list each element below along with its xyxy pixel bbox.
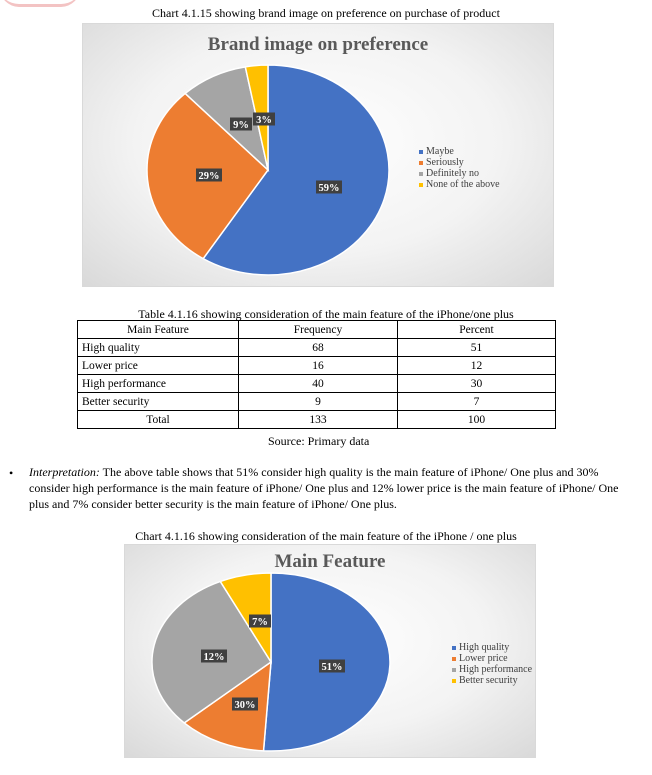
chart1-legend-swatch-3	[419, 183, 423, 187]
table-caption: Table 4.1.16 showing consideration of the main feature of the iPhone/one plus	[138, 307, 514, 321]
main-feature-table	[77, 320, 556, 429]
chart1-data-label-2	[230, 118, 252, 132]
cell-frequency: 40	[239, 375, 398, 393]
chart2-legend-item-0	[452, 642, 532, 653]
svg-text:9%: 9%	[233, 120, 249, 131]
chart2-legend-swatch-1	[452, 657, 456, 661]
cell-percent: 12	[398, 357, 556, 375]
chart1-legend-label-2: Definitely no	[426, 168, 480, 179]
chart2-caption: Chart 4.1.16 showing consideration of the main feature of the iPhone / one plus	[135, 529, 517, 543]
header-percent: Percent	[398, 321, 556, 339]
chart1-title: Brand image on preference	[207, 34, 429, 55]
svg-text:30%: 30%	[234, 700, 256, 711]
header-main-feature: Main Feature	[78, 321, 239, 339]
chart1-legend-label-3: None of the above	[426, 179, 500, 190]
cell-total-frequency: 133	[239, 411, 398, 429]
chart2-data-label-1	[201, 650, 227, 664]
chart1-legend-swatch-1	[419, 161, 423, 165]
svg-text:12%: 12%	[203, 652, 225, 663]
cell-percent: 30	[398, 375, 556, 393]
chart1-caption: Chart 4.1.15 showing brand image on preference on purchase of product	[152, 6, 500, 20]
main-feature-chart	[124, 544, 536, 758]
chart1-legend-swatch-2	[419, 172, 423, 176]
chart2-legend	[452, 642, 532, 686]
svg-text:7%: 7%	[252, 617, 268, 628]
chart2-legend-swatch-3	[452, 679, 456, 683]
chart1-legend	[419, 146, 500, 190]
chart2-legend-item-1	[452, 653, 532, 664]
chart2-data-label-2	[232, 698, 258, 712]
svg-text:59%: 59%	[318, 183, 340, 194]
chart2-legend-swatch-2	[452, 668, 456, 672]
chart1-legend-label-0: Maybe	[426, 146, 454, 157]
chart2-legend-label-3: Better security	[459, 675, 518, 686]
cell-feature: Better security	[78, 393, 239, 411]
bullet-marker: •	[9, 466, 14, 480]
chart1-legend-item-1	[419, 157, 500, 168]
cell-total-percent: 100	[398, 411, 556, 429]
table-row	[78, 375, 556, 393]
chart2-legend-item-3	[452, 675, 532, 686]
chart2-data-label-3	[249, 615, 271, 629]
cell-feature: High quality	[78, 339, 239, 357]
chart2-title: Main Feature	[274, 551, 386, 572]
chart1-legend-label-1: Seriously	[426, 157, 464, 168]
chart1-legend-item-3	[419, 179, 500, 190]
svg-text:51%: 51%	[321, 662, 343, 673]
cell-percent: 51	[398, 339, 556, 357]
interpretation-label: Interpretation:	[29, 465, 100, 479]
chart2-legend-label-2: High performance	[459, 664, 533, 675]
interpretation-paragraph	[29, 464, 634, 512]
cell-feature: Lower price	[78, 357, 239, 375]
cell-total-label: Total	[78, 411, 239, 429]
chart2-legend-swatch-0	[452, 646, 456, 650]
chart2-legend-item-2	[452, 664, 532, 675]
chart2-legend-label-0: High quality	[459, 642, 510, 653]
interpretation-text: The above table shows that 51% consider high quality is the main feature of iPhone/ One plus and 30% consider high performance is the main feature of iPhone/ One plus and 12% lower price is the main feature of iPhone/ One plus and 7% consider better security is the main feature of iPhone/ One plus.	[29, 465, 619, 511]
svg-text:3%: 3%	[256, 115, 272, 126]
table-row	[78, 357, 556, 375]
chart1-legend-item-2	[419, 168, 500, 179]
chart1-data-label-3	[253, 113, 275, 127]
chart1-data-label-0	[316, 181, 342, 195]
cell-frequency: 68	[239, 339, 398, 357]
table-source: Source: Primary data	[268, 434, 370, 448]
cell-frequency: 16	[239, 357, 398, 375]
svg-text:29%: 29%	[198, 171, 220, 182]
table-row	[78, 393, 556, 411]
cell-feature: High performance	[78, 375, 239, 393]
cell-frequency: 9	[239, 393, 398, 411]
table-row	[78, 339, 556, 357]
chart1-legend-swatch-0	[419, 150, 423, 154]
chart2-legend-label-1: Lower price	[459, 653, 508, 664]
chart1-data-label-1	[196, 169, 222, 183]
chart2-data-label-0	[319, 660, 345, 674]
chart1-legend-item-0	[419, 146, 500, 157]
brand-image-chart	[82, 23, 554, 287]
table-header-row	[78, 321, 556, 339]
header-frequency: Frequency	[239, 321, 398, 339]
table-total-row	[78, 411, 556, 429]
cell-percent: 7	[398, 393, 556, 411]
